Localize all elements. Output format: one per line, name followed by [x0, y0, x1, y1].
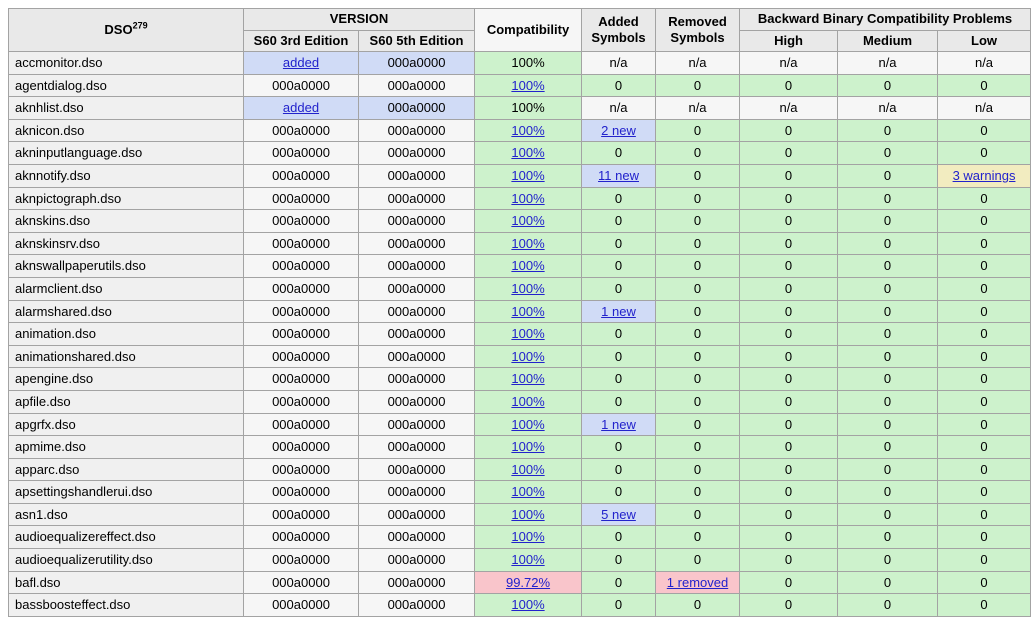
low-problems-cell: 0: [938, 345, 1031, 368]
added-symbols-cell: [582, 300, 656, 323]
high-problems-cell: 0: [740, 503, 838, 526]
high-problems-cell: 0: [740, 142, 838, 165]
dso-name-cell: bafl.dso: [9, 571, 244, 594]
added-symbols-link[interactable]: 1 new: [601, 416, 636, 432]
added-symbols-cell: 0: [582, 549, 656, 572]
col-header-version-group: VERSION: [244, 9, 475, 31]
compatibility-table: [8, 8, 1031, 617]
table-row: [9, 413, 1031, 436]
compatibility-link[interactable]: 100%: [511, 77, 545, 93]
version-3rd-cell: 000a0000: [244, 232, 359, 255]
version-5th-cell: 000a0000: [359, 164, 475, 187]
added-symbols-cell: n/a: [582, 52, 656, 75]
version-3rd-cell: 000a0000: [244, 503, 359, 526]
version-3rd-cell: 000a0000: [244, 210, 359, 233]
compatibility-link[interactable]: 100%: [511, 145, 545, 161]
version-5th-cell: 000a0000: [359, 345, 475, 368]
removed-symbols-cell: 0: [656, 255, 740, 278]
compatibility-cell: 100%: [475, 52, 582, 75]
compatibility-cell: [475, 594, 582, 617]
low-problems-cell: 0: [938, 210, 1031, 233]
table-row: [9, 368, 1031, 391]
compatibility-cell: [475, 413, 582, 436]
high-problems-cell: 0: [740, 345, 838, 368]
table-row: [9, 481, 1031, 504]
table-row: [9, 164, 1031, 187]
version-5th-cell: 000a0000: [359, 571, 475, 594]
low-problems-cell: 0: [938, 571, 1031, 594]
added-symbols-cell: 0: [582, 390, 656, 413]
compatibility-cell: [475, 187, 582, 210]
compatibility-cell: [475, 277, 582, 300]
medium-problems-cell: 0: [838, 277, 938, 300]
version-5th-cell: 000a0000: [359, 232, 475, 255]
added-symbols-cell: 0: [582, 210, 656, 233]
low-problems-cell: 0: [938, 436, 1031, 459]
table-row: [9, 277, 1031, 300]
medium-problems-cell: 0: [838, 255, 938, 278]
version-5th-cell: 000a0000: [359, 481, 475, 504]
version-5th-cell: 000a0000: [359, 74, 475, 97]
version-3rd-cell: 000a0000: [244, 549, 359, 572]
removed-symbols-cell: 0: [656, 277, 740, 300]
version-3rd-cell: 000a0000: [244, 526, 359, 549]
dso-name-cell: apfile.dso: [9, 390, 244, 413]
version-5th-cell: 000a0000: [359, 458, 475, 481]
table-row: [9, 323, 1031, 346]
low-problems-cell: 0: [938, 368, 1031, 391]
table-row: [9, 210, 1031, 233]
compatibility-cell: [475, 255, 582, 278]
added-symbols-cell: 0: [582, 187, 656, 210]
table-header: [9, 9, 1031, 52]
medium-problems-cell: 0: [838, 458, 938, 481]
compatibility-link[interactable]: 100%: [511, 235, 545, 251]
version-5th-cell: 000a0000: [359, 368, 475, 391]
added-symbols-cell: 0: [582, 277, 656, 300]
dso-name-cell: apsettingshandlerui.dso: [9, 481, 244, 504]
table-row: [9, 187, 1031, 210]
removed-symbols-cell: 0: [656, 549, 740, 572]
removed-symbols-cell: 0: [656, 436, 740, 459]
removed-symbols-cell: 0: [656, 345, 740, 368]
added-symbols-cell: 0: [582, 74, 656, 97]
compatibility-link[interactable]: 100%: [511, 303, 545, 319]
added-symbols-cell: 0: [582, 571, 656, 594]
dso-name-cell: audioequalizerutility.dso: [9, 549, 244, 572]
compatibility-link[interactable]: 100%: [511, 552, 545, 568]
dso-name-cell: aknnotify.dso: [9, 164, 244, 187]
version-5th-cell: 000a0000: [359, 503, 475, 526]
dso-name-cell: apmime.dso: [9, 436, 244, 459]
high-problems-cell: 0: [740, 571, 838, 594]
version-3rd-cell: 000a0000: [244, 571, 359, 594]
version-5th-cell: 000a0000: [359, 119, 475, 142]
low-problems-cell: 0: [938, 594, 1031, 617]
low-problems-cell: 0: [938, 390, 1031, 413]
added-symbols-cell: 0: [582, 255, 656, 278]
compatibility-link[interactable]: 100%: [511, 484, 545, 500]
version-3rd-cell: 000a0000: [244, 74, 359, 97]
medium-problems-cell: 0: [838, 142, 938, 165]
col-header-high: High: [740, 30, 838, 52]
removed-symbols-link[interactable]: 1 removed: [666, 574, 729, 590]
dso-name-cell: aknicon.dso: [9, 119, 244, 142]
removed-symbols-cell: n/a: [656, 97, 740, 120]
removed-symbols-cell: n/a: [656, 52, 740, 75]
medium-problems-cell: 0: [838, 413, 938, 436]
high-problems-cell: 0: [740, 323, 838, 346]
medium-problems-cell: n/a: [838, 52, 938, 75]
dso-name-cell: animation.dso: [9, 323, 244, 346]
high-problems-cell: 0: [740, 277, 838, 300]
removed-symbols-cell: 0: [656, 481, 740, 504]
high-problems-cell: 0: [740, 74, 838, 97]
compatibility-cell: [475, 526, 582, 549]
version-5th-cell: 000a0000: [359, 277, 475, 300]
compatibility-link[interactable]: 100%: [511, 167, 545, 183]
table-row: [9, 458, 1031, 481]
medium-problems-cell: n/a: [838, 97, 938, 120]
dso-name-cell: aknskinsrv.dso: [9, 232, 244, 255]
version-5th-cell: 000a0000: [359, 390, 475, 413]
low-problems-cell: 0: [938, 526, 1031, 549]
table-body: [9, 52, 1031, 617]
version-5th-cell: 000a0000: [359, 187, 475, 210]
table-row: [9, 300, 1031, 323]
table-row: [9, 594, 1031, 617]
dso-name-cell: apparc.dso: [9, 458, 244, 481]
version-3rd-cell: 000a0000: [244, 164, 359, 187]
version-5th-cell: 000a0000: [359, 436, 475, 459]
added-symbols-cell: 0: [582, 232, 656, 255]
col-header-dso: [9, 9, 244, 52]
low-problems-cell: 0: [938, 187, 1031, 210]
low-problems-cell: 0: [938, 549, 1031, 572]
added-symbols-link[interactable]: 2 new: [601, 122, 636, 138]
low-warnings-link[interactable]: 3 warnings: [952, 167, 1016, 183]
table-row: [9, 436, 1031, 459]
version-3rd-cell: 000a0000: [244, 300, 359, 323]
dso-name-cell: apgrfx.dso: [9, 413, 244, 436]
removed-symbols-cell: [656, 571, 740, 594]
col-header-medium: Medium: [838, 30, 938, 52]
compatibility-link[interactable]: 100%: [511, 213, 545, 229]
table-row: [9, 142, 1031, 165]
version-3rd-cell: 000a0000: [244, 323, 359, 346]
compatibility-link[interactable]: 100%: [511, 506, 545, 522]
medium-problems-cell: 0: [838, 481, 938, 504]
added-symbols-cell: 0: [582, 345, 656, 368]
high-problems-cell: 0: [740, 164, 838, 187]
compatibility-cell: [475, 210, 582, 233]
compatibility-link[interactable]: 100%: [511, 529, 545, 545]
added-symbols-cell: [582, 119, 656, 142]
added-symbols-cell: 0: [582, 526, 656, 549]
added-symbols-link[interactable]: 5 new: [601, 506, 636, 522]
version-3rd-cell: 000a0000: [244, 436, 359, 459]
version-3rd-cell: 000a0000: [244, 187, 359, 210]
compatibility-link[interactable]: 99.72%: [505, 574, 551, 590]
compatibility-cell: 100%: [475, 97, 582, 120]
dso-name-cell: aknswallpaperutils.dso: [9, 255, 244, 278]
added-symbols-cell: 0: [582, 458, 656, 481]
version-5th-cell: 000a0000: [359, 549, 475, 572]
high-problems-cell: 0: [740, 436, 838, 459]
added-symbols-cell: 0: [582, 368, 656, 391]
low-problems-cell: 0: [938, 323, 1031, 346]
dso-name-cell: animationshared.dso: [9, 345, 244, 368]
table-row: [9, 97, 1031, 120]
table-row: [9, 345, 1031, 368]
compatibility-link[interactable]: 100%: [511, 439, 545, 455]
compatibility-cell: [475, 368, 582, 391]
low-problems-cell: 0: [938, 277, 1031, 300]
medium-problems-cell: 0: [838, 526, 938, 549]
removed-symbols-cell: 0: [656, 232, 740, 255]
version-added-link[interactable]: added: [282, 100, 320, 116]
version-5th-cell: 000a0000: [359, 413, 475, 436]
low-problems-cell: [938, 164, 1031, 187]
medium-problems-cell: 0: [838, 390, 938, 413]
removed-symbols-cell: 0: [656, 119, 740, 142]
version-5th-cell: 000a0000: [359, 255, 475, 278]
compatibility-link[interactable]: 100%: [511, 280, 545, 296]
table-row: [9, 390, 1031, 413]
dso-header-label: DSO: [104, 21, 133, 37]
compatibility-link[interactable]: 100%: [511, 371, 545, 387]
high-problems-cell: 0: [740, 458, 838, 481]
version-3rd-cell: [244, 97, 359, 120]
compatibility-cell: [475, 142, 582, 165]
table-row: [9, 232, 1031, 255]
medium-problems-cell: 0: [838, 323, 938, 346]
compatibility-cell: [475, 481, 582, 504]
low-problems-cell: 0: [938, 503, 1031, 526]
compatibility-link[interactable]: 100%: [511, 326, 545, 342]
compatibility-link[interactable]: 100%: [511, 190, 545, 206]
medium-problems-cell: 0: [838, 119, 938, 142]
dso-name-cell: aknhlist.dso: [9, 97, 244, 120]
version-3rd-cell: 000a0000: [244, 368, 359, 391]
low-problems-cell: n/a: [938, 52, 1031, 75]
dso-name-cell: aknpictograph.dso: [9, 187, 244, 210]
col-header-compatibility: Compatibility: [475, 9, 582, 52]
removed-symbols-cell: 0: [656, 300, 740, 323]
version-3rd-cell: 000a0000: [244, 255, 359, 278]
compatibility-link[interactable]: 100%: [511, 461, 545, 477]
version-5th-cell: 000a0000: [359, 97, 475, 120]
version-5th-cell: 000a0000: [359, 323, 475, 346]
dso-name-cell: apengine.dso: [9, 368, 244, 391]
high-problems-cell: 0: [740, 413, 838, 436]
high-problems-cell: 0: [740, 210, 838, 233]
medium-problems-cell: 0: [838, 232, 938, 255]
dso-name-cell: alarmclient.dso: [9, 277, 244, 300]
compatibility-cell: [475, 549, 582, 572]
version-3rd-cell: 000a0000: [244, 413, 359, 436]
compatibility-cell: [475, 164, 582, 187]
medium-problems-cell: 0: [838, 74, 938, 97]
high-problems-cell: 0: [740, 390, 838, 413]
version-5th-cell: 000a0000: [359, 594, 475, 617]
compatibility-cell: [475, 74, 582, 97]
low-problems-cell: 0: [938, 255, 1031, 278]
medium-problems-cell: 0: [838, 571, 938, 594]
added-symbols-cell: 0: [582, 481, 656, 504]
col-header-bbcp-group: Backward Binary Compatibility Problems: [740, 9, 1031, 31]
removed-symbols-cell: 0: [656, 323, 740, 346]
dso-count-superscript: 279: [132, 20, 148, 31]
added-symbols-cell: 0: [582, 594, 656, 617]
version-3rd-cell: 000a0000: [244, 594, 359, 617]
high-problems-cell: n/a: [740, 52, 838, 75]
version-3rd-cell: 000a0000: [244, 390, 359, 413]
compatibility-link[interactable]: 100%: [511, 122, 545, 138]
high-problems-cell: 0: [740, 481, 838, 504]
col-header-low: Low: [938, 30, 1031, 52]
high-problems-cell: 0: [740, 232, 838, 255]
dso-name-cell: aknskins.dso: [9, 210, 244, 233]
compatibility-cell: [475, 345, 582, 368]
table-row: [9, 52, 1031, 75]
dso-name-cell: asn1.dso: [9, 503, 244, 526]
dso-name-cell: audioequalizereffect.dso: [9, 526, 244, 549]
dso-name-cell: alarmshared.dso: [9, 300, 244, 323]
high-problems-cell: 0: [740, 549, 838, 572]
added-symbols-cell: 0: [582, 142, 656, 165]
added-symbols-cell: n/a: [582, 97, 656, 120]
added-symbols-cell: 0: [582, 323, 656, 346]
compatibility-link[interactable]: 100%: [511, 597, 545, 613]
table-row: [9, 571, 1031, 594]
version-3rd-cell: 000a0000: [244, 277, 359, 300]
removed-symbols-cell: 0: [656, 368, 740, 391]
col-header-s60-3rd-edition: S60 3rd Edition: [244, 30, 359, 52]
added-symbols-cell: [582, 164, 656, 187]
table-row: [9, 74, 1031, 97]
low-problems-cell: 0: [938, 413, 1031, 436]
removed-symbols-cell: 0: [656, 74, 740, 97]
version-3rd-cell: 000a0000: [244, 119, 359, 142]
version-5th-cell: 000a0000: [359, 526, 475, 549]
high-problems-cell: n/a: [740, 97, 838, 120]
version-3rd-cell: 000a0000: [244, 458, 359, 481]
compatibility-link[interactable]: 100%: [511, 416, 545, 432]
compatibility-cell: [475, 436, 582, 459]
compatibility-cell: [475, 503, 582, 526]
medium-problems-cell: 0: [838, 345, 938, 368]
table-row: [9, 526, 1031, 549]
compatibility-link[interactable]: 100%: [511, 393, 545, 409]
medium-problems-cell: 0: [838, 300, 938, 323]
dso-name-cell: bassboosteffect.dso: [9, 594, 244, 617]
compatibility-link[interactable]: 100%: [511, 258, 545, 274]
high-problems-cell: 0: [740, 255, 838, 278]
removed-symbols-cell: 0: [656, 390, 740, 413]
removed-symbols-cell: 0: [656, 187, 740, 210]
low-problems-cell: 0: [938, 232, 1031, 255]
removed-symbols-cell: 0: [656, 210, 740, 233]
low-problems-cell: 0: [938, 142, 1031, 165]
dso-name-cell: agentdialog.dso: [9, 74, 244, 97]
compatibility-cell: [475, 232, 582, 255]
medium-problems-cell: 0: [838, 187, 938, 210]
compatibility-cell: [475, 390, 582, 413]
high-problems-cell: 0: [740, 594, 838, 617]
version-added-link[interactable]: added: [282, 55, 320, 70]
high-problems-cell: 0: [740, 300, 838, 323]
dso-name-cell: accmonitor.dso: [9, 52, 244, 75]
table-row: [9, 119, 1031, 142]
header-row-top: [9, 9, 1031, 31]
version-5th-cell: 000a0000: [359, 142, 475, 165]
compatibility-cell: [475, 323, 582, 346]
removed-symbols-cell: 0: [656, 458, 740, 481]
medium-problems-cell: 0: [838, 368, 938, 391]
added-symbols-cell: 0: [582, 436, 656, 459]
version-5th-cell: 000a0000: [359, 210, 475, 233]
added-symbols-cell: [582, 413, 656, 436]
removed-symbols-cell: 0: [656, 503, 740, 526]
version-3rd-cell: 000a0000: [244, 481, 359, 504]
low-problems-cell: 0: [938, 300, 1031, 323]
high-problems-cell: 0: [740, 368, 838, 391]
compatibility-cell: [475, 458, 582, 481]
col-header-added-symbols: Added Symbols: [582, 9, 656, 52]
compatibility-cell: [475, 300, 582, 323]
high-problems-cell: 0: [740, 187, 838, 210]
version-5th-cell: 000a0000: [359, 52, 475, 75]
added-symbols-link[interactable]: 11 new: [598, 167, 639, 183]
dso-name-cell: akninputlanguage.dso: [9, 142, 244, 165]
removed-symbols-cell: 0: [656, 594, 740, 617]
low-problems-cell: 0: [938, 119, 1031, 142]
table-row: [9, 503, 1031, 526]
low-problems-cell: 0: [938, 74, 1031, 97]
compatibility-cell: [475, 119, 582, 142]
high-problems-cell: 0: [740, 119, 838, 142]
removed-symbols-cell: 0: [656, 526, 740, 549]
compatibility-link[interactable]: 100%: [511, 348, 545, 364]
table-row: [9, 255, 1031, 278]
table-row: [9, 549, 1031, 572]
removed-symbols-cell: 0: [656, 142, 740, 165]
medium-problems-cell: 0: [838, 503, 938, 526]
removed-symbols-cell: 0: [656, 164, 740, 187]
version-5th-cell: 000a0000: [359, 300, 475, 323]
low-problems-cell: n/a: [938, 97, 1031, 120]
high-problems-cell: 0: [740, 526, 838, 549]
added-symbols-link[interactable]: 1 new: [601, 303, 636, 319]
medium-problems-cell: 0: [838, 549, 938, 572]
version-3rd-cell: 000a0000: [244, 142, 359, 165]
added-symbols-cell: [582, 503, 656, 526]
medium-problems-cell: 0: [838, 436, 938, 459]
col-header-removed-symbols: Removed Symbols: [656, 9, 740, 52]
low-problems-cell: 0: [938, 458, 1031, 481]
low-problems-cell: 0: [938, 481, 1031, 504]
medium-problems-cell: 0: [838, 594, 938, 617]
medium-problems-cell: 0: [838, 164, 938, 187]
removed-symbols-cell: 0: [656, 413, 740, 436]
medium-problems-cell: 0: [838, 210, 938, 233]
version-3rd-cell: 000a0000: [244, 345, 359, 368]
compatibility-cell: [475, 571, 582, 594]
version-3rd-cell: [244, 52, 359, 75]
col-header-s60-5th-edition: S60 5th Edition: [359, 30, 475, 52]
